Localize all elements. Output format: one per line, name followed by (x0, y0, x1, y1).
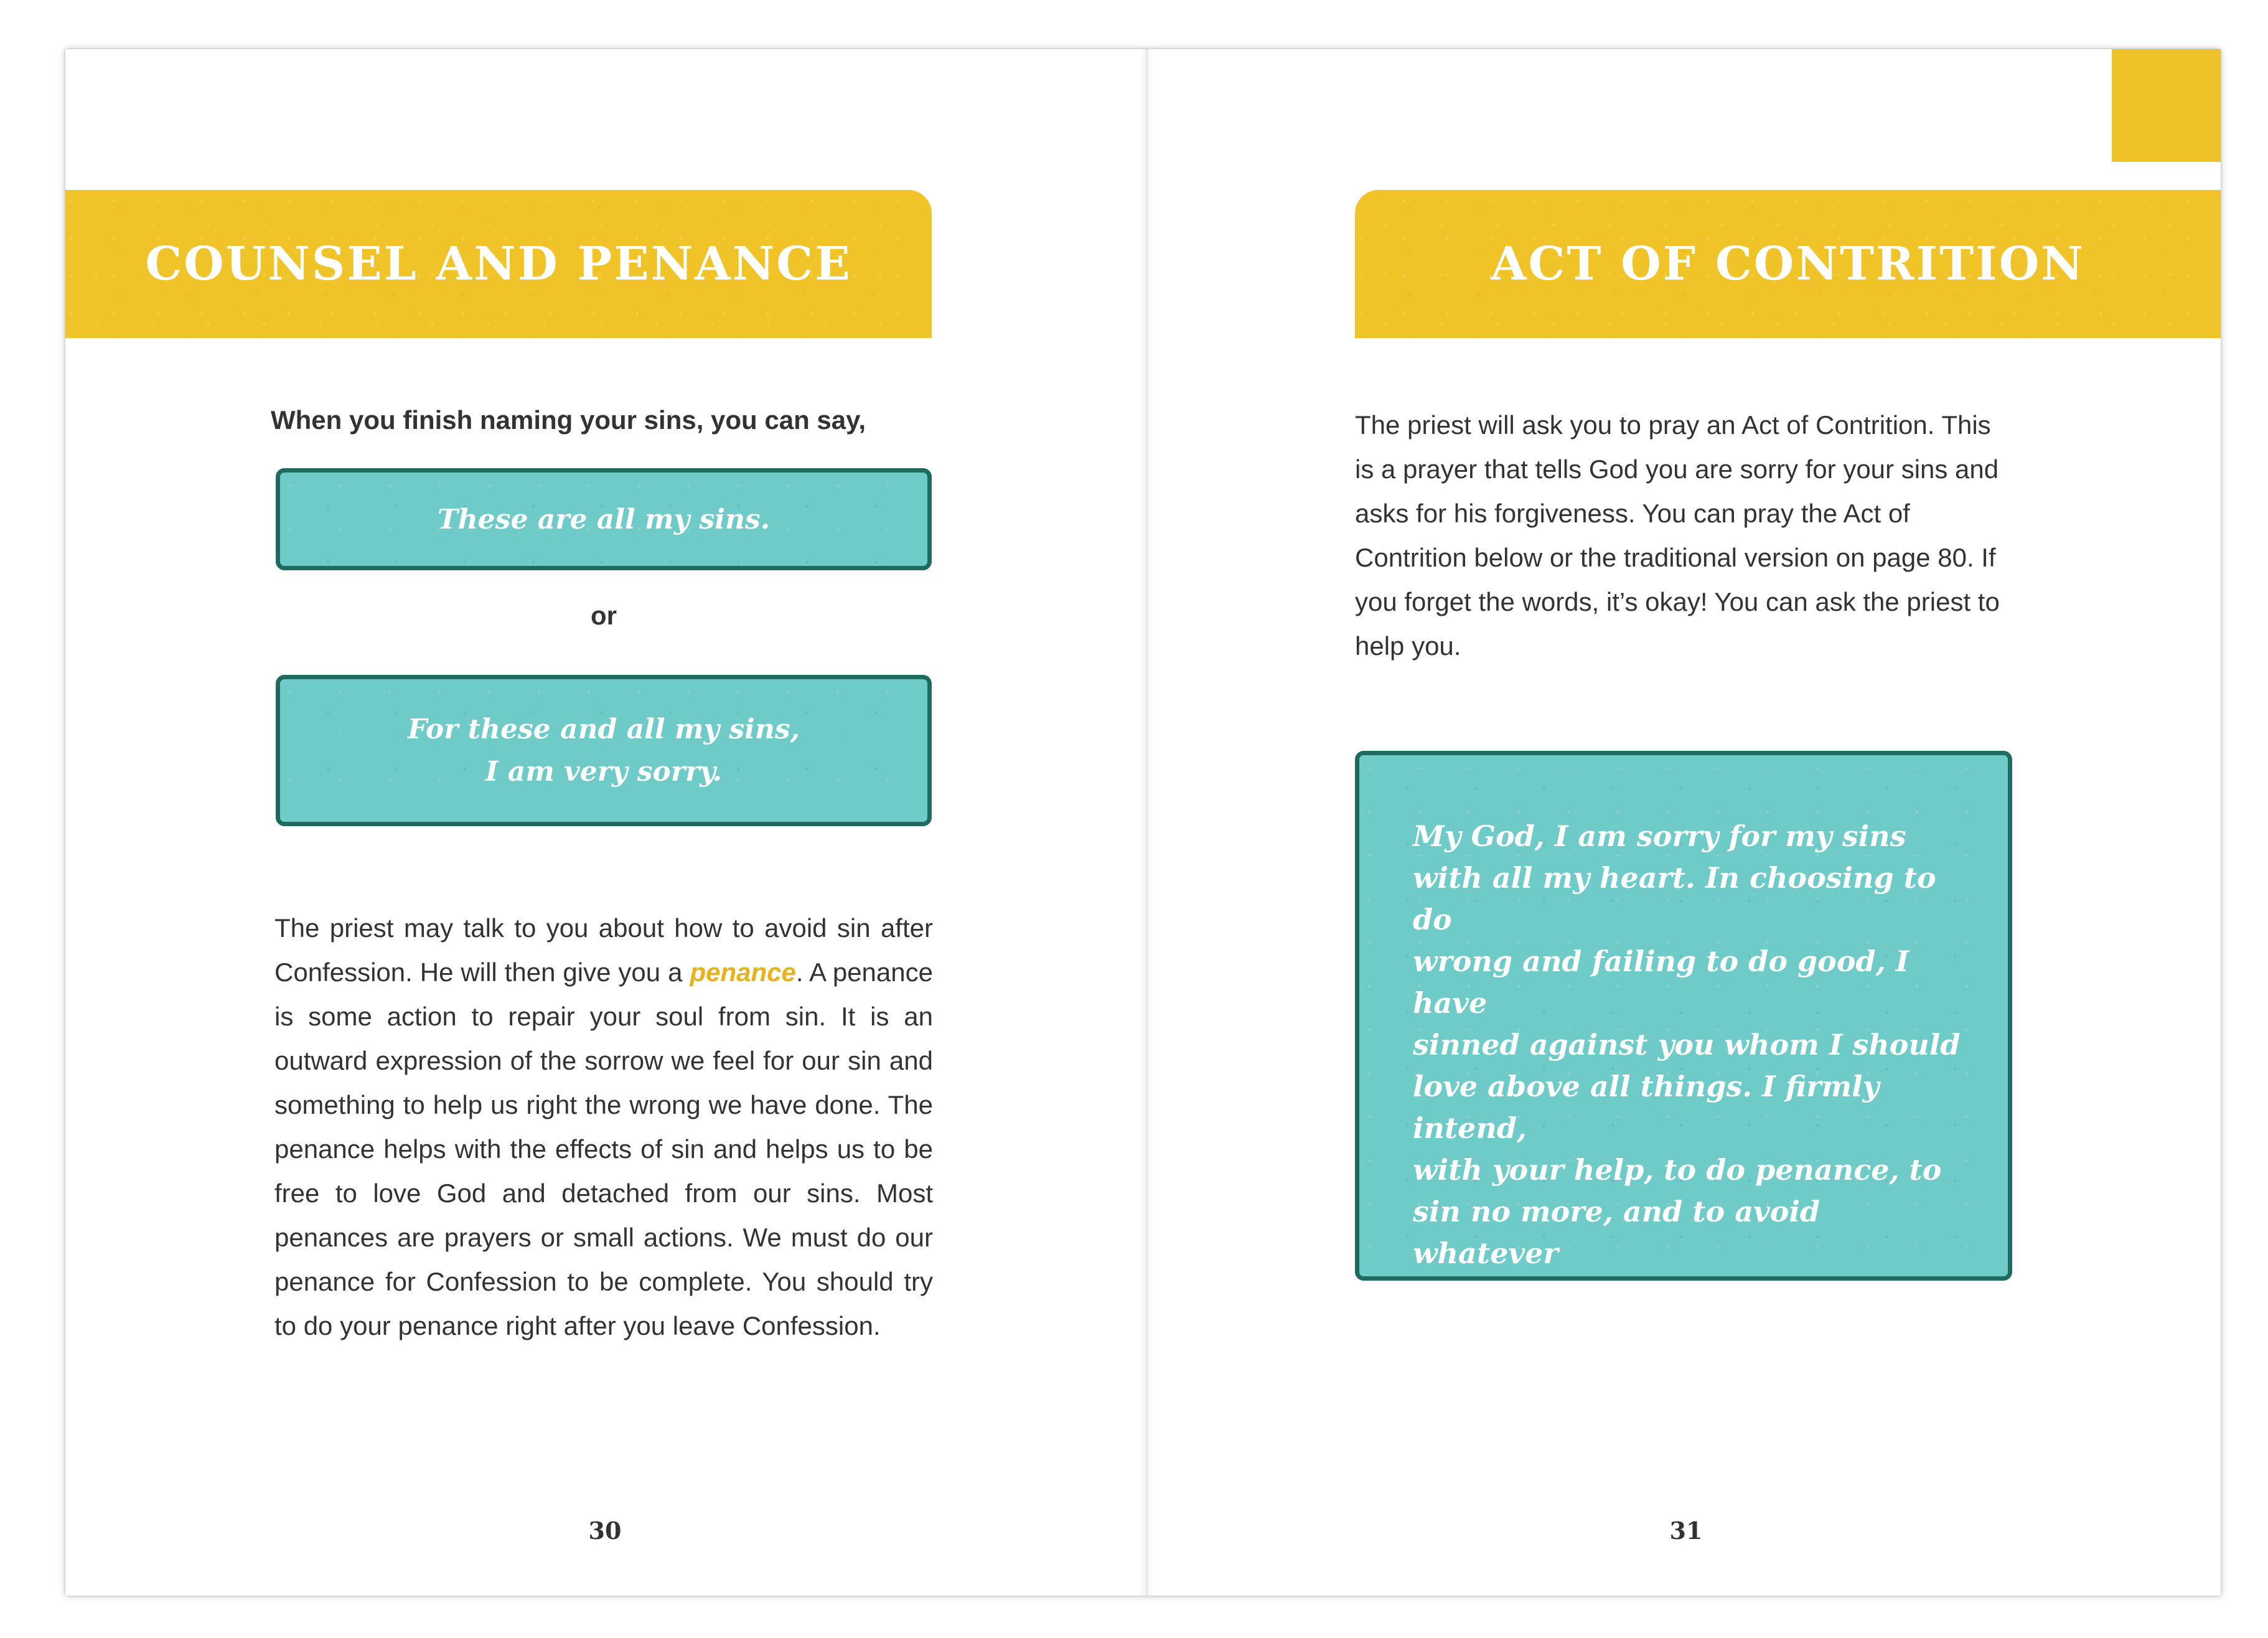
penance-highlight-term: penance (690, 958, 796, 987)
right-page-heading-banner (1355, 190, 2221, 338)
paragraph-text-end: . A penance is some action to repair your soul from sin. It is an outward expression of the sorrow we feel for our sin and something to help us right the wrong we have done. The penance helps with the effects of sin and helps us to be free to love God and detached from our sins. Most penances are prayers or small actions. We must do our penance for Confession to be complete. You should try to do your penance right after you leave Confession. (274, 958, 933, 1340)
quote-box-very-sorry (276, 675, 932, 826)
left-page-heading: COUNSEL AND PENANCE (145, 237, 852, 291)
prayer-line: Name, my God, have mercy. Amen. (1413, 1403, 1967, 1437)
quote-2-line-1: For these and all my sins, (408, 713, 800, 745)
left-page-heading-banner (65, 190, 932, 338)
quote-2-line-2: I am very sorry. (485, 755, 723, 788)
prayer-line: sin no more, and to avoid whatever (1413, 1195, 1820, 1270)
quote-text-1: These are all my sins. (437, 503, 771, 535)
prayer-line: wrong and failing to do good, I have (1413, 944, 1910, 1020)
left-page-body-paragraph (274, 906, 933, 1348)
prayer-line: My God, I am sorry for my sins (1413, 819, 1906, 853)
prayer-text (1413, 816, 1970, 1441)
right-page-body-paragraph: The priest will ask you to pray an Act of Contrition. This is a prayer that tells God you are sorry for your sins and asks for his forgiveness. You can pray the Act of Contrition below or the traditional version on page 80. If you forget the words, it’s okay! You can ask the priest to help you. (1355, 410, 2000, 661)
page-gutter-line (1146, 49, 1148, 1596)
prayer-line: with all my heart. In choosing to do (1413, 861, 1936, 936)
quote-text-2 (408, 708, 800, 793)
corner-tab-marker (2112, 49, 2221, 162)
or-separator: or (591, 601, 617, 630)
right-page-heading: ACT OF CONTRITION (1491, 237, 2085, 291)
left-page-number: 30 (588, 1517, 622, 1545)
prayer-line: Christ suffered and died for us. In his (1413, 1320, 1960, 1395)
book-spread (65, 49, 2221, 1596)
prayer-line: sinned against you whom I should (1413, 1028, 1961, 1061)
prayer-line: love above all things. I firmly intend, (1413, 1070, 1880, 1145)
paragraph-text-start: The priest may talk to you about how to avoid sin after Confession. He will then give you a (274, 913, 933, 987)
act-of-contrition-prayer-box (1355, 751, 2012, 1437)
quote-box-all-my-sins (276, 468, 932, 570)
left-page-lead-text: When you finish naming your sins, you can say, (271, 405, 866, 435)
right-page-number: 31 (1669, 1517, 1703, 1545)
prayer-line: with your help, to do penance, to (1413, 1153, 1942, 1187)
prayer-line: leads me to sin. Our Savior Jesus (1413, 1278, 1942, 1312)
